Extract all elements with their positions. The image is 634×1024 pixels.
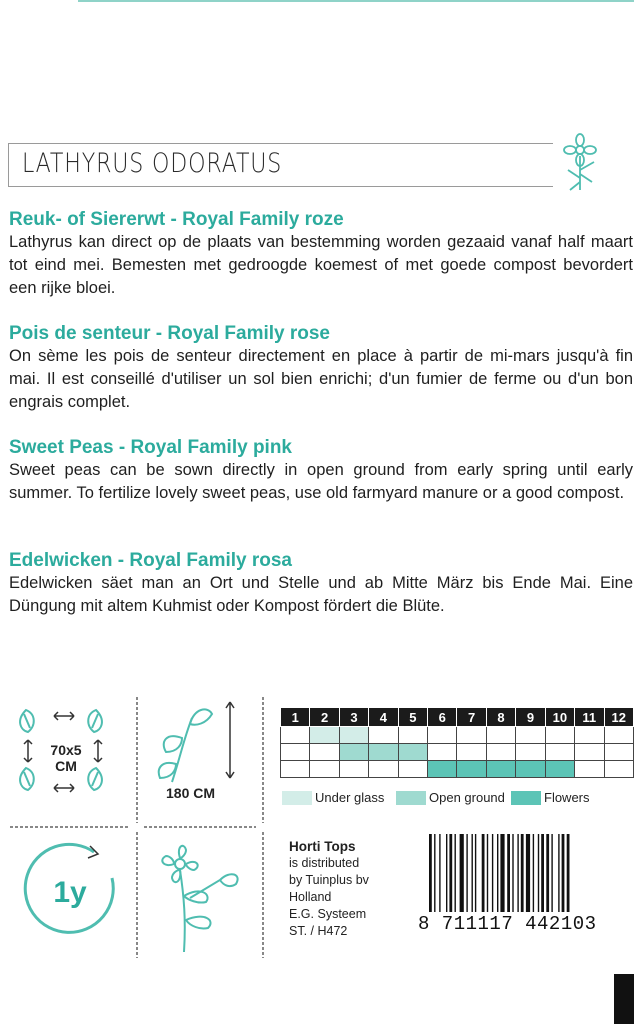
calendar-cell bbox=[398, 744, 427, 761]
barcode-bar bbox=[492, 834, 493, 912]
barcode-bar bbox=[475, 834, 476, 912]
panel-divider bbox=[10, 826, 130, 828]
calendar-cell bbox=[457, 761, 486, 778]
barcode-bar bbox=[533, 834, 534, 912]
calendar-cell bbox=[575, 761, 604, 778]
calendar-months bbox=[281, 708, 634, 727]
calendar-cell bbox=[281, 727, 310, 744]
calendar-cell bbox=[486, 761, 515, 778]
month-header: 1 bbox=[281, 708, 310, 727]
month-header: 12 bbox=[604, 708, 633, 727]
barcode-bar bbox=[526, 834, 530, 912]
barcode-bar bbox=[472, 834, 473, 912]
barcode-bar bbox=[460, 834, 464, 912]
section-text: On sème les pois de senteur directement en place à partir de mi-mars jusqu'à fin mai. Il est conseillé d'utiliser un sol bien enrichi; d'un fumier de ferme ou d'un bon engrais complet. bbox=[9, 347, 633, 411]
flower-logo-icon bbox=[560, 130, 604, 196]
legend-swatch bbox=[511, 791, 541, 805]
barcode-number: 8 711117 442103 bbox=[418, 913, 597, 935]
spacing-value: 70x5 bbox=[50, 742, 82, 758]
barcode-bar bbox=[517, 834, 518, 912]
barcode bbox=[429, 834, 622, 912]
section-en bbox=[9, 436, 633, 505]
calendar-cell bbox=[310, 744, 339, 761]
legend-swatch bbox=[396, 791, 426, 805]
barcode-bar bbox=[446, 834, 447, 912]
calendar-cell bbox=[369, 727, 398, 744]
calendar-cell bbox=[281, 744, 310, 761]
section-text: Edelwicken säet man an Ort und Stelle und ab Mitte März bis Ende Mai. Eine Düngung mit altem Kuhmist oder Kompost fördert die Blüte. bbox=[9, 574, 633, 615]
section-fr bbox=[9, 322, 633, 414]
distributor-line: E.G. Systeem bbox=[289, 907, 367, 921]
section-de bbox=[9, 549, 633, 618]
barcode-bar bbox=[439, 834, 440, 912]
calendar-cell bbox=[428, 727, 457, 744]
distributor-line: by Tuinplus bv bbox=[289, 873, 369, 887]
spacing-label bbox=[46, 742, 86, 774]
barcode-bar bbox=[497, 834, 498, 912]
calendar-cell bbox=[486, 727, 515, 744]
legend-swatch bbox=[282, 791, 312, 805]
height-label: 180 CM bbox=[166, 785, 216, 801]
panel-divider bbox=[262, 832, 264, 958]
month-header: 2 bbox=[310, 708, 339, 727]
month-header: 8 bbox=[486, 708, 515, 727]
flowering-plant-icon bbox=[150, 836, 250, 954]
calendar-cell bbox=[369, 744, 398, 761]
month-header: 10 bbox=[545, 708, 574, 727]
section-text: Lathyrus kan direct op de plaats van bestemming worden gezaaid vanaf half maart tot eind mei. Bemesten met gedroogde koemest of met goede compost bevordert een rijke bloei. bbox=[9, 233, 633, 297]
section-nl bbox=[9, 208, 633, 300]
barcode-bar bbox=[482, 834, 485, 912]
barcode-bar bbox=[466, 834, 467, 912]
barcode-bar bbox=[558, 834, 559, 912]
legend-open-ground bbox=[396, 790, 505, 805]
calendar-cell bbox=[516, 744, 545, 761]
legend-flowers bbox=[511, 790, 590, 805]
calendar-cell bbox=[428, 744, 457, 761]
calendar-cell bbox=[604, 727, 633, 744]
barcode-bar bbox=[546, 834, 549, 912]
section-title: Pois de senteur - Royal Family rose bbox=[9, 323, 330, 344]
month-header: 7 bbox=[457, 708, 486, 727]
distributor-line: is distributed bbox=[289, 856, 360, 870]
barcode-bar bbox=[562, 834, 565, 912]
calendar-cell bbox=[457, 744, 486, 761]
calendar-cell bbox=[428, 761, 457, 778]
brand-name: Horti Tops bbox=[289, 839, 356, 854]
barcode-bar bbox=[434, 834, 435, 912]
legend-under-glass bbox=[282, 790, 384, 805]
calendar-cell bbox=[339, 727, 368, 744]
calendar-row bbox=[281, 727, 634, 744]
barcode-bar bbox=[429, 834, 432, 912]
calendar-cell bbox=[398, 727, 427, 744]
corner-block bbox=[614, 974, 634, 1024]
barcode-bar bbox=[507, 834, 510, 912]
calendar-cell bbox=[604, 761, 633, 778]
calendar-row bbox=[281, 761, 634, 778]
calendar-cell bbox=[575, 727, 604, 744]
spacing-unit: CM bbox=[55, 758, 77, 774]
calendar-cell bbox=[516, 727, 545, 744]
section-title: Sweet Peas - Royal Family pink bbox=[9, 437, 292, 458]
barcode-bar bbox=[455, 834, 456, 912]
month-header: 3 bbox=[339, 708, 368, 727]
legend-label: Flowers bbox=[544, 790, 590, 805]
month-header: 6 bbox=[428, 708, 457, 727]
calendar-cell bbox=[369, 761, 398, 778]
month-header: 11 bbox=[575, 708, 604, 727]
barcode-bar bbox=[567, 834, 570, 912]
distributor-line: Holland bbox=[289, 890, 332, 904]
calendar-cell bbox=[545, 727, 574, 744]
barcode-bar bbox=[538, 834, 539, 912]
barcode-bar bbox=[500, 834, 504, 912]
distributor-info bbox=[289, 838, 369, 940]
panel-divider bbox=[144, 826, 256, 828]
panel-divider bbox=[262, 697, 264, 823]
panel-divider bbox=[136, 697, 138, 823]
panel-divider bbox=[136, 832, 138, 958]
barcode-bar bbox=[487, 834, 488, 912]
calendar-cell bbox=[398, 761, 427, 778]
barcode-bar bbox=[512, 834, 513, 912]
sowing-calendar bbox=[280, 707, 634, 778]
section-title: Reuk- of Siererwt - Royal Family roze bbox=[9, 209, 344, 230]
calendar-cell bbox=[310, 761, 339, 778]
top-accent-rule bbox=[78, 0, 634, 2]
calendar-cell bbox=[545, 761, 574, 778]
calendar-cell bbox=[486, 744, 515, 761]
barcode-bar bbox=[541, 834, 544, 912]
plant-height-icon bbox=[150, 698, 250, 784]
legend-label: Under glass bbox=[315, 790, 385, 805]
calendar-row bbox=[281, 744, 634, 761]
month-header: 5 bbox=[398, 708, 427, 727]
calendar-cell bbox=[516, 761, 545, 778]
calendar-cell bbox=[339, 761, 368, 778]
month-header: 9 bbox=[516, 708, 545, 727]
annual-cycle-icon bbox=[16, 838, 126, 948]
calendar-cell bbox=[281, 761, 310, 778]
calendar-cell bbox=[339, 744, 368, 761]
legend-label: Open ground bbox=[429, 790, 505, 805]
distributor-line: ST. / H472 bbox=[289, 924, 348, 938]
month-header: 4 bbox=[369, 708, 398, 727]
barcode-bar bbox=[521, 834, 524, 912]
calendar-cell bbox=[575, 744, 604, 761]
lifecycle-value: 1y bbox=[53, 876, 87, 909]
calendar-cell bbox=[310, 727, 339, 744]
barcode-bar bbox=[551, 834, 552, 912]
calendar-cell bbox=[545, 744, 574, 761]
barcode-bar bbox=[449, 834, 452, 912]
latin-name: LATHYRUS ODORATUS bbox=[22, 148, 283, 179]
section-text: Sweet peas can be sown directly in open ground from early spring until early summer. To fertilize lovely sweet peas, use old farmyard manure or a good compost. bbox=[9, 461, 633, 502]
section-title: Edelwicken - Royal Family rosa bbox=[9, 550, 292, 571]
calendar-cell bbox=[457, 727, 486, 744]
calendar-cell bbox=[604, 744, 633, 761]
